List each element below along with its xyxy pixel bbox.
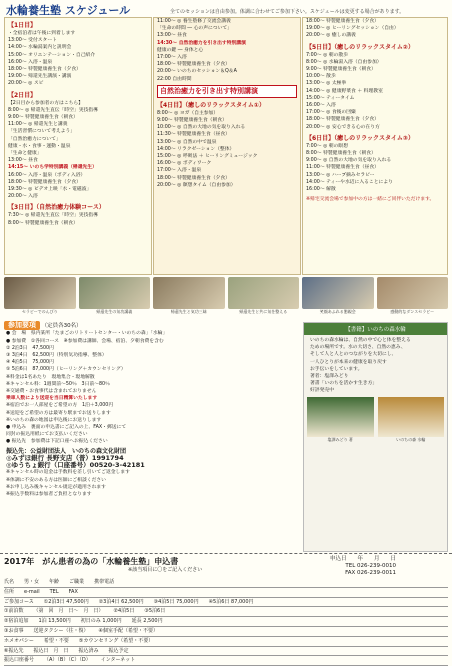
book-panel xyxy=(303,322,448,552)
guide-heading: 参加要項 xyxy=(4,321,40,330)
guide-line: ※料金は1名あたり 現地集合・現地解散 xyxy=(6,374,95,380)
schedule-item: 健康・水・食事・運動・温泉 xyxy=(8,143,71,149)
form-field-label: ①前泊数 xyxy=(4,608,24,615)
form-row[interactable] xyxy=(4,588,448,598)
form-field-label: ③4泊5日 75,000円 xyxy=(153,598,199,605)
schedule-item: 19:00〜 ◎ ヒーリングセッション（自由） xyxy=(306,26,399,32)
day-title: 【4日目】（癒しのリラックスタイム①） xyxy=(157,101,265,109)
form-field-label: ②4泊5日 xyxy=(113,608,135,615)
schedule-item: 9:00〜 特製健康養生食（朝食） xyxy=(8,115,78,121)
photo-caption: セラピーでのんびり xyxy=(21,309,58,314)
schedule-item: 13:00〜 ◎ 太極拳 xyxy=(306,81,347,87)
photo-caption: 帰還先生の気功講義 xyxy=(96,309,133,314)
form-field-label: 携帯電話 xyxy=(94,579,115,585)
form-field-label: 男・女 xyxy=(24,579,40,585)
schedule-item: 【2日目から参加者の方はこちら】 xyxy=(8,100,84,106)
guide-line: ③ 3泊4日 62,500円（特別気功指導、整体） xyxy=(6,352,107,358)
schedule-item: 7:30〜 ◎ 帰還先生直伝「時空」実技指導 xyxy=(8,213,98,219)
schedule-item: 「生活習慣について考えよう」 xyxy=(8,129,76,135)
schedule-item: 8:00〜 ◎ ヨガ（自主参加） xyxy=(157,110,219,116)
schedule-item: 9:00〜 ◎ 自然の大地の気を取り入れる xyxy=(306,158,392,164)
contact-fax: FAX 026-239-0011 xyxy=(345,570,397,576)
schedule-item: 9:00〜 特製健康養生食（朝食） xyxy=(157,118,227,124)
photo-caption: 笑顔あふれる懇親会 xyxy=(319,309,356,314)
day-title: 【2日目】 xyxy=(8,91,37,99)
cut-line xyxy=(0,553,452,554)
schedule-item: 19:30〜 ◎ ビデオ上映「水・電磁波」 xyxy=(8,187,92,193)
book-description xyxy=(304,335,447,397)
schedule-item: 「生命と健康」 xyxy=(8,151,42,157)
schedule-item: 19:00〜 帰還先生講演・講演 xyxy=(8,74,72,80)
book-cover-image xyxy=(378,397,445,437)
schedule-item: 18:00〜 特製健康養生食（夕食） xyxy=(157,175,230,181)
guide-notes xyxy=(4,469,300,498)
form-field-label: ④個室手配（希望・不要） xyxy=(98,627,158,634)
schedule-item: 17:00〜 入浴 xyxy=(157,55,187,61)
day-3-continued-list xyxy=(154,18,300,83)
form-field-label: ⑤カウンセリング（希望・不要） xyxy=(78,637,154,644)
schedule-item: 18:00〜 特製健康養生食（夕食） xyxy=(8,179,81,185)
schedule-note: 全てのセッションは自由参加。体調に合わせてご参加下さい。スケジュールは変更する場合があります。 xyxy=(170,9,405,15)
book-text: ための場所です。水の大切さ、自然の恵み、 xyxy=(310,345,406,351)
schedule-item: 11:00〜 ◎ 養生塾修了交流会講義 xyxy=(157,19,231,24)
day-4-list xyxy=(154,110,300,189)
guide-line: ※送迎をご希望の方は最寄り駅までお送りします xyxy=(6,410,111,416)
photo-card xyxy=(302,277,374,321)
schedule-item: 11:00〜 特製健康養生食（昼食） xyxy=(306,165,379,171)
form-field-label: 振込口座番号 xyxy=(4,657,35,664)
form-row[interactable] xyxy=(4,617,448,627)
guide-line: ● 会 場 県内某所「たまごのリトリートセンター・いのちの森」「水輪」 xyxy=(6,331,168,337)
book-caption: 塩澤みどり 著 xyxy=(327,436,353,442)
form-title: 2017年 がん患者の為の「水輪養生塾」申込書 xyxy=(4,557,179,566)
contact-tel: TEL 026-239-0010 xyxy=(345,563,397,569)
schedule-item: 「生命の時間 ― 心の声について」 xyxy=(157,26,232,32)
schedule-item: 18:00〜 特製健康養生食（夕食） xyxy=(8,67,81,73)
form-field-label: ⑥振込先 xyxy=(4,647,24,654)
form-field-label: 送迎タクシー（往・復） xyxy=(33,627,89,634)
form-field-label: （A）（B）（C）（D） xyxy=(44,657,91,664)
guide-line: ※キャンセル料：1週間前〜50％ 3日前〜80％ xyxy=(6,381,110,387)
photo-card xyxy=(228,277,300,321)
schedule-item: 14:00〜 水輪湯案内と説明会 xyxy=(8,45,72,51)
guide-line: ④ 4泊5日 75,000円 xyxy=(6,360,54,366)
schedule-item: ・全宿泊者は午後に到着します xyxy=(8,31,76,36)
schedule-item: 15:00〜 ティータイム xyxy=(306,95,355,101)
book-text: そして人と人とのつながりを大切にし、 xyxy=(310,352,397,358)
form-row[interactable] xyxy=(4,627,448,637)
schedule-item: 20:00〜 いのちのセッション＆Q＆A xyxy=(157,69,237,75)
schedule-item: 14:00〜 ティーや水辺に入ることにより xyxy=(306,179,393,185)
special-lecture-box: 自然治癒力を引き出す特別講演 xyxy=(157,85,297,98)
form-field-label: e-mail xyxy=(24,588,40,595)
book-text: 著書「いのちを活かす生き方」 xyxy=(310,381,378,387)
bank-yucho: ◎ゆうちょ銀行（口座番号）00520-3-42181 xyxy=(6,461,145,470)
form-field-label: ご職業 xyxy=(69,579,85,585)
guide-line: 乗車人数により送迎を当日精算いたします xyxy=(6,396,98,402)
schedule-item: 11:30〜 特製健康養生食（昼食） xyxy=(157,132,230,138)
form-field-label: 住所 xyxy=(4,588,15,595)
photo-image xyxy=(79,277,151,309)
schedule-item: 16:00〜 解散 xyxy=(306,187,336,193)
form-field-label: 延長 2,500円 xyxy=(131,618,163,625)
form-field-label: 希望・不要 xyxy=(43,637,69,644)
form-field-label: 振込予定 xyxy=(108,647,129,654)
guide-note: ※キャンセル時の返金は手数料を差し引いてご返金します xyxy=(6,470,130,476)
photo-image xyxy=(4,277,76,309)
guide-line: 同封の振込用紙にてお支払いください xyxy=(6,432,88,438)
day-6-list xyxy=(303,143,447,193)
schedule-item: 16:00〜 入浴 xyxy=(306,103,336,109)
schedule-item: 7:00〜 ◎ 朝の瞑想 xyxy=(306,143,348,149)
guide-line: ※いのちの森の地図は申込後にお送りします xyxy=(6,417,102,423)
schedule-item: 13:00〜 昼食 xyxy=(157,33,187,39)
schedule-item: 13:00〜 ◎ ハーブ摘みセラピー xyxy=(306,172,375,178)
form-row[interactable] xyxy=(4,598,448,608)
guide-line: ② 2泊3日 47,500円 xyxy=(6,345,54,351)
schedule-item: 20:00〜 ◎ 瞑想タイム（自由参加） xyxy=(157,182,236,188)
form-field-label: ①2泊3日 47,500円 xyxy=(43,598,89,605)
schedule-item: 14:00〜 ◎ 健康野菜食 ＋ 料理教室 xyxy=(306,88,383,94)
book-header: 【書籍】いのちの森水輪 xyxy=(304,323,447,335)
form-field-label: インターネット xyxy=(100,657,136,664)
book-caption: いのちの森 水輪 xyxy=(396,436,426,442)
participation-guide xyxy=(4,321,300,551)
schedule-item: 18:00〜 特製健康養生食（夕食） xyxy=(306,117,379,123)
form-row[interactable] xyxy=(4,578,448,588)
schedule-item: 13:00〜 ◎ 自然の中で温泉 xyxy=(157,139,217,145)
form-row[interactable] xyxy=(4,637,448,647)
schedule-item: 16:00〜 ◎ ボディワーク xyxy=(157,161,212,167)
photo-card xyxy=(79,277,151,321)
photo-image xyxy=(153,277,225,309)
schedule-item: 8:00〜 特製健康養生食（朝食） xyxy=(8,220,78,226)
guide-note: ※体調に不安のある方は医師にご相談ください xyxy=(6,477,106,483)
guide-line: ※交通費・お食事代は含まれておりません xyxy=(6,388,97,394)
schedule-item: 9:00〜 特製健康養生食（朝食） xyxy=(306,67,376,73)
capacity-note: （定員各30名） xyxy=(41,323,82,329)
schedule-item: 17:00〜 入浴・温泉 xyxy=(157,168,202,174)
day-title: 【6日目】（癒しのリラックスタイム③） xyxy=(306,134,414,142)
book-text: 一人ひとりが本来の健康を取り戻す xyxy=(310,359,387,365)
form-field-label: ②3泊4日 62,500円 xyxy=(98,598,144,605)
book-card xyxy=(378,397,445,443)
schedule-item: 18:00〜 特製健康養生食（夕食） xyxy=(306,19,379,24)
guide-line: ※宿泊でお一人部屋をご希望の方 1泊＋3,000円 xyxy=(6,403,114,409)
photo-image xyxy=(228,277,300,309)
form-subtitle: ※該当項目に〇をご記入ください xyxy=(128,567,203,573)
schedule-item: 8:00〜 ◎ 水輪湯入浴（自由参加） xyxy=(306,59,382,65)
schedule-footnote: ※帰宅交流会場で参加中の方は一緒にご同伴いただけます。 xyxy=(306,197,435,203)
schedule-item: 13:00〜 受付スタート xyxy=(8,38,57,44)
form-field-label: （第 回 月 日〜 月 日） xyxy=(33,608,104,615)
form-row[interactable] xyxy=(4,647,448,657)
photo-card xyxy=(377,277,449,321)
form-field-label: 振込日 月 日 xyxy=(33,647,69,654)
schedule-item: 20:00〜 入浴 xyxy=(8,194,38,200)
photo-caption: 感動的なダンスセラピー xyxy=(390,309,435,314)
photo-caption: 帰還先生と共に気を整える xyxy=(239,309,288,314)
schedule-column-2 xyxy=(153,17,301,275)
form-row[interactable] xyxy=(4,607,448,617)
book-card xyxy=(307,397,374,443)
book-text: いのちの森水輪は、自然の中で心と体を整える xyxy=(310,338,411,343)
photo-image xyxy=(302,277,374,309)
day-title: 【3日目】（自然治癒力体験コース） xyxy=(8,204,105,212)
schedule-item: 20:00〜 ◎ 安心できる心の在り方 xyxy=(306,124,380,130)
form-field-label: 初日のみ 1,000円 xyxy=(80,618,122,625)
contact-info xyxy=(330,556,396,577)
guide-lines xyxy=(4,330,300,445)
bank-title: 振込先：公益財団法人 いのちの森文化財団 xyxy=(6,447,127,455)
photo-caption: 帰還先生と気功三昧 xyxy=(170,309,207,314)
form-field-label: ご参加コース xyxy=(4,598,34,605)
schedule-item: 14:30〜 自然治癒力を引き出す特別講演 xyxy=(157,40,246,46)
photo-card xyxy=(4,277,76,321)
schedule-item: 11:00〜 ◎ 帰還先生と講義 xyxy=(8,122,68,128)
application-date: 申込日 年 月 日 xyxy=(330,556,397,562)
guide-line: ● 申込み 裏面の申込書にご記入の上、FAX・郵送にて xyxy=(6,424,127,430)
day-3-list xyxy=(5,212,151,226)
schedule-item: 8:00〜 ◎ 帰還先生直伝「時空」実技指導 xyxy=(8,107,98,113)
form-field-label: 氏名 xyxy=(4,579,15,585)
form-field-label: TEL xyxy=(49,588,59,595)
day-title: 【1日目】 xyxy=(8,22,37,29)
form-field-label: ホメオパシー xyxy=(4,637,34,644)
form-field-label: 振込済み xyxy=(78,647,99,654)
guide-line: ⑤ 5泊6日 87,000円（ヒーリング＋カウンセリング） xyxy=(6,367,126,373)
form-field-label: 年齢 xyxy=(49,579,60,585)
schedule-item: 「自然治癒力について」 xyxy=(8,136,61,142)
form-field-label: ③5泊6日 xyxy=(144,608,166,615)
photo-strip xyxy=(4,277,448,321)
book-covers xyxy=(304,397,447,443)
day-4-continued-list xyxy=(303,18,447,40)
day-title: 【5日目】（癒しのリラックスタイム②） xyxy=(306,43,414,51)
schedule-item: 7:00〜 ◎ 朝の散歩 xyxy=(306,52,348,58)
schedule-item: 17:00〜 ◎ 食後の団欒 xyxy=(306,110,356,116)
book-text: 好評発売中 xyxy=(310,388,334,394)
guide-note: ※お申し込み後キャンセル規定が適用されます xyxy=(6,484,106,490)
schedule-item: 14:15〜 いのち学特別講義（帰還先生） xyxy=(8,165,97,171)
schedule-item: 8:00〜 特製健康養生食（朝食） xyxy=(306,151,376,157)
schedule-item: 13:00〜 昼食 xyxy=(8,158,38,164)
photo-image xyxy=(377,277,449,309)
guide-line: ● 振込先 参加費は下記口座へお振込ください xyxy=(6,439,108,445)
form-row[interactable] xyxy=(4,656,448,666)
schedule-item: 15:00〜 ◎ 呼吸法 ＋ ヒーリングミュージック xyxy=(157,154,258,160)
schedule-column-3 xyxy=(302,17,448,275)
form-field-label: 1泊 13,500円 xyxy=(38,618,71,625)
schedule-item: 22:00 自由時間 xyxy=(157,76,192,82)
schedule-item: 20:00〜 ◎ スピ xyxy=(8,81,44,87)
schedule-item: 15:00〜 オリエンテーション・自己紹介 xyxy=(8,52,96,58)
schedule-item: 14:00〜 リラクゼーション（整体） xyxy=(157,146,235,152)
book-text: 著者：塩澤みどり xyxy=(310,374,349,380)
day-1-list xyxy=(5,30,151,88)
book-cover-image xyxy=(307,397,374,437)
photo-card xyxy=(153,277,225,321)
bank-mizuho: ◎みずほ銀行 長野支店（普）1991794 xyxy=(6,453,124,462)
form-field-label: ②宿泊追加 xyxy=(4,618,29,625)
day-5-list xyxy=(303,52,447,131)
guide-note: ※振込手数料は参加者ご負担となります xyxy=(6,492,92,498)
book-text: お手伝いをしています。 xyxy=(310,366,363,372)
schedule-item: 10:00〜 散歩 xyxy=(306,74,336,80)
application-form xyxy=(4,578,448,666)
form-field-label: ④5泊6日 87,000円 xyxy=(208,598,254,605)
form-field-label: FAX xyxy=(68,588,78,595)
schedule-column-1 xyxy=(4,17,152,275)
schedule-item: 20:00〜 ◎ 癒しの講義 xyxy=(306,33,356,39)
schedule-item: 16:00〜 入浴・温泉（ボディ入浴） xyxy=(8,172,86,178)
schedule-item: 10:00〜 ◎ 自然の大地の気を取り入れる xyxy=(157,125,246,131)
guide-line: ● 参加費 ①各回コース ※参加費は講師、会場、宿泊、夕朝食費を含む xyxy=(6,338,164,344)
schedule-item: 健康の鍵 ― 身体と心 xyxy=(157,47,204,53)
schedule-item: 16:00〜 入浴・温泉 xyxy=(8,59,53,65)
page-title: 水輪養生塾 スケジュール xyxy=(6,4,131,17)
schedule-item: 18:00〜 特製健康養生食（夕食） xyxy=(157,62,230,68)
day-2-list xyxy=(5,100,151,201)
form-field-label: ③お食事 xyxy=(4,627,24,634)
